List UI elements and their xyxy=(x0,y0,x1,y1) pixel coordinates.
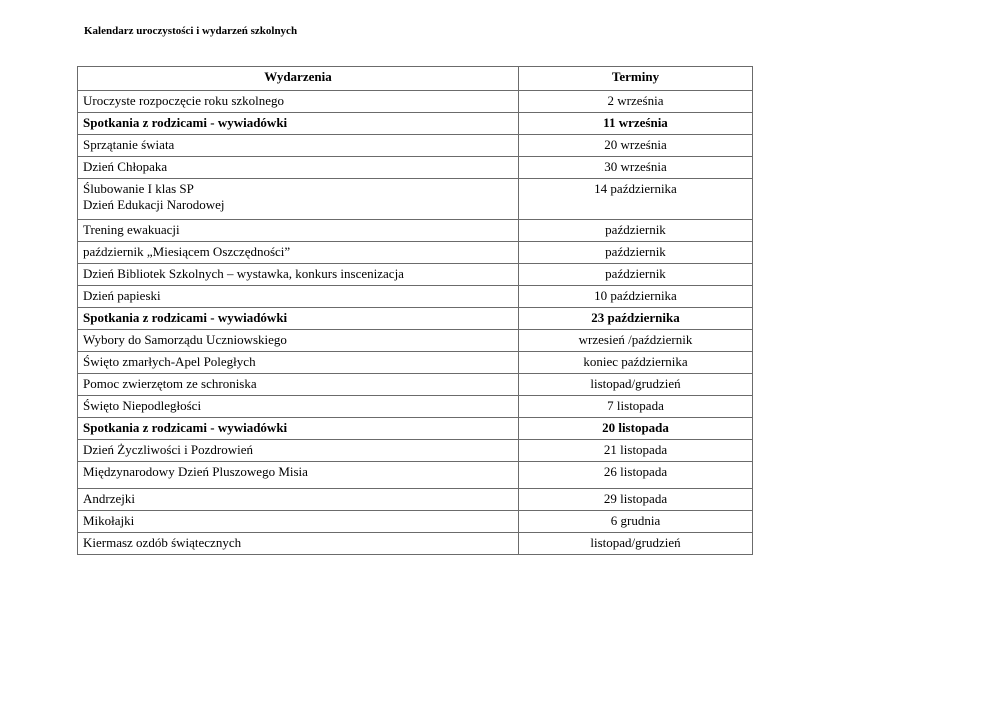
table-row xyxy=(78,264,753,286)
table-header-row xyxy=(78,67,753,91)
event-cell: październik „Miesiącem Oszczędności” xyxy=(78,242,519,264)
table-row xyxy=(78,91,753,113)
date-cell: 14 października xyxy=(519,179,753,220)
date-cell: 7 listopada xyxy=(519,396,753,418)
document-title: Kalendarz uroczystości i wydarzeń szkolnych xyxy=(84,25,298,37)
event-cell: Mikołajki xyxy=(78,511,519,533)
table-row xyxy=(78,396,753,418)
event-cell: Spotkania z rodzicami - wywiadówki xyxy=(78,308,519,330)
table-row xyxy=(78,440,753,462)
table-row xyxy=(78,352,753,374)
table-row xyxy=(78,157,753,179)
event-cell: Dzień Życzliwości i Pozdrowień xyxy=(78,440,519,462)
event-cell: Kiermasz ozdób świątecznych xyxy=(78,533,519,555)
date-cell: 29 listopada xyxy=(519,489,753,511)
date-cell: 23 października xyxy=(519,308,753,330)
date-cell: 10 października xyxy=(519,286,753,308)
table-row xyxy=(78,113,753,135)
date-cell: październik xyxy=(519,264,753,286)
table-row xyxy=(78,330,753,352)
table-row xyxy=(78,489,753,511)
event-cell: Trening ewakuacji xyxy=(78,220,519,242)
table-row xyxy=(78,374,753,396)
table-row xyxy=(78,135,753,157)
event-cell: Święto zmarłych-Apel Poległych xyxy=(78,352,519,374)
table-row xyxy=(78,533,753,555)
table-row xyxy=(78,286,753,308)
table-row xyxy=(78,220,753,242)
date-cell: wrzesień /październik xyxy=(519,330,753,352)
event-cell: Spotkania z rodzicami - wywiadówki xyxy=(78,418,519,440)
table-row xyxy=(78,418,753,440)
events-table xyxy=(77,66,753,555)
event-cell xyxy=(78,179,519,220)
date-cell: 20 września xyxy=(519,135,753,157)
event-cell: Andrzejki xyxy=(78,489,519,511)
date-cell: 26 listopada xyxy=(519,462,753,489)
date-cell: 6 grudnia xyxy=(519,511,753,533)
event-cell: Sprzątanie świata xyxy=(78,135,519,157)
event-cell: Dzień Chłopaka xyxy=(78,157,519,179)
date-cell: listopad/grudzień xyxy=(519,374,753,396)
event-cell: Pomoc zwierzętom ze schroniska xyxy=(78,374,519,396)
event-cell: Dzień papieski xyxy=(78,286,519,308)
date-cell: 30 września xyxy=(519,157,753,179)
date-cell: październik xyxy=(519,220,753,242)
header-events: Wydarzenia xyxy=(78,67,519,91)
event-cell: Dzień Bibliotek Szkolnych – wystawka, konkurs inscenizacja xyxy=(78,264,519,286)
event-line: Ślubowanie I klas SP xyxy=(83,181,194,196)
table-row xyxy=(78,511,753,533)
event-line: Dzień Edukacji Narodowej xyxy=(83,197,225,212)
date-cell: 20 listopada xyxy=(519,418,753,440)
event-cell: Spotkania z rodzicami - wywiadówki xyxy=(78,113,519,135)
header-dates: Terminy xyxy=(519,67,753,91)
date-cell: listopad/grudzień xyxy=(519,533,753,555)
date-cell: koniec października xyxy=(519,352,753,374)
table-row xyxy=(78,462,753,489)
table-row xyxy=(78,242,753,264)
table-row xyxy=(78,308,753,330)
date-cell: 11 września xyxy=(519,113,753,135)
event-cell: Międzynarodowy Dzień Pluszowego Misia xyxy=(78,462,519,489)
date-cell: 2 września xyxy=(519,91,753,113)
event-cell: Uroczyste rozpoczęcie roku szkolnego xyxy=(78,91,519,113)
event-cell: Wybory do Samorządu Uczniowskiego xyxy=(78,330,519,352)
event-cell: Święto Niepodległości xyxy=(78,396,519,418)
date-cell: 21 listopada xyxy=(519,440,753,462)
date-cell: październik xyxy=(519,242,753,264)
table-row xyxy=(78,179,753,220)
